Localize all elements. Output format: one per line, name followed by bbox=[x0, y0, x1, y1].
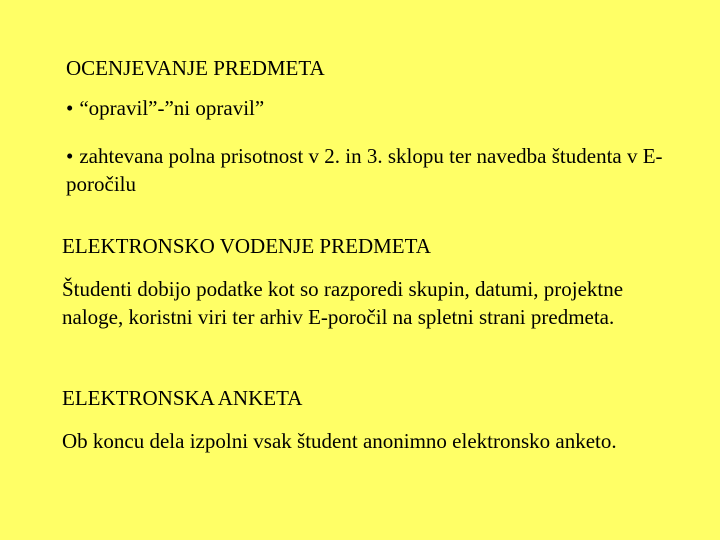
bullet-text: zahtevana polna prisotnost v 2. in 3. sklopu ter navedba študenta v E-poročilu bbox=[66, 144, 663, 196]
section-heading-ocenjevanje: OCENJEVANJE PREDMETA bbox=[66, 56, 325, 80]
section-heading-elektronsko-vodenje: ELEKTRONSKO VODENJE PREDMETA bbox=[62, 234, 431, 258]
bullet-icon: • bbox=[66, 144, 74, 168]
paragraph-elektronska-anketa: Ob koncu dela izpolni vsak študent anonimno elektronsko anketo. bbox=[62, 429, 617, 453]
bullet-icon: • bbox=[66, 96, 74, 120]
bullet-text: “opravil”-”ni opravil” bbox=[79, 96, 265, 120]
bullet-item-prisotnost bbox=[66, 142, 666, 198]
section-heading-elektronska-anketa: ELEKTRONSKA ANKETA bbox=[62, 386, 303, 410]
bullet-item-opravil bbox=[66, 94, 264, 122]
paragraph-elektronsko-vodenje: Študenti dobijo podatke kot so razporedi skupin, datumi, projektne naloge, koristni viri ter arhiv E-poročil na spletni strani predmeta. bbox=[62, 277, 624, 329]
